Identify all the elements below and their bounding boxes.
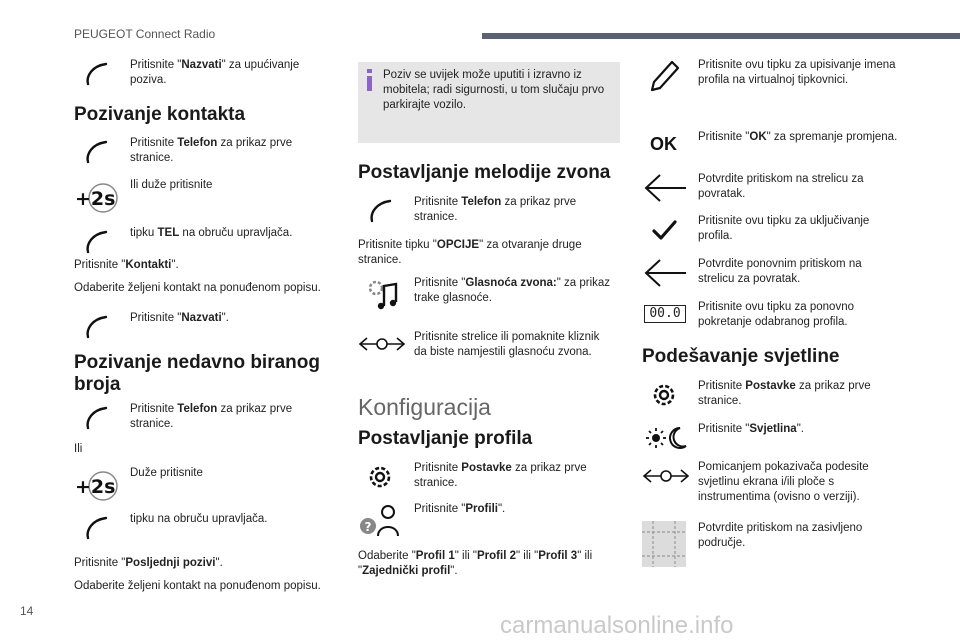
heading-brightness: Podešavanje svjetline [642,346,840,367]
para-select-profile: Odaberite "Profil 1" ili "Profil 2" ili "Profil 3" ili "Zajednički profil". [358,550,593,577]
para-options: Pritisnite tipku "OPCIJE" za otvaranje druge stranice. [358,239,582,266]
brightness-sun-moon-icon [642,422,694,454]
header-rule [482,33,960,39]
settings-gear-icon [358,461,410,493]
info-icon [365,69,375,91]
checkmark-icon [642,214,694,246]
phone-icon [74,512,126,544]
phone-icon [74,311,126,343]
para-select-contact: Odaberite željeni kontakt na ponuđenom popisu. [74,282,321,294]
back-arrow-icon [642,172,694,204]
back-arrow-icon [642,257,694,289]
para-select-contact-2: Odaberite željeni kontakt na ponuđenom popisu. [74,580,321,592]
para-kontakti: Pritisnite "Kontakti". [74,259,179,271]
info-note: Poziv se uvijek može uputiti i izravno iz mobitela; radi sigurnosti, u tom slučaju prvo parkirajte vozilo. [358,62,620,143]
long-press-2s-icon [74,178,126,214]
heading-configuration: Konfiguracija [358,394,491,420]
long-press-2s-icon [74,466,126,502]
page-number: 14 [20,604,34,618]
phone-icon [74,402,126,434]
grey-area-icon [642,521,694,569]
svg-text:+2s: +2s [75,188,116,210]
para-recent-calls: Pritisnite "Posljednji pozivi". [74,557,223,569]
watermark: carmanualsonline.info [500,612,734,639]
para-or: Ili [74,443,83,455]
pencil-icon [642,58,694,94]
ok-button-icon: OK [650,134,677,154]
phone-icon [74,226,126,258]
settings-gear-icon [642,379,694,411]
heading-profile: Postavljanje profila [358,428,533,449]
heading-ringtone: Postavljanje melodije zvona [358,162,611,183]
phone-icon [74,58,126,90]
heading-recent-call: Pozivanje nedavno biranog broja [74,352,320,395]
slider-arrows-icon [358,330,410,362]
ringtone-settings-icon [358,276,410,312]
slider-arrows-icon [642,460,694,492]
svg-text:?: ? [364,520,372,534]
reset-counter-icon: 00.0 [644,305,686,323]
profile-icon [358,502,410,538]
phone-icon [74,136,126,168]
phone-icon [358,195,410,227]
running-header: PEUGEOT Connect Radio [74,27,216,41]
svg-text:+2s: +2s [75,476,116,498]
heading-call-contact: Pozivanje kontakta [74,104,246,125]
